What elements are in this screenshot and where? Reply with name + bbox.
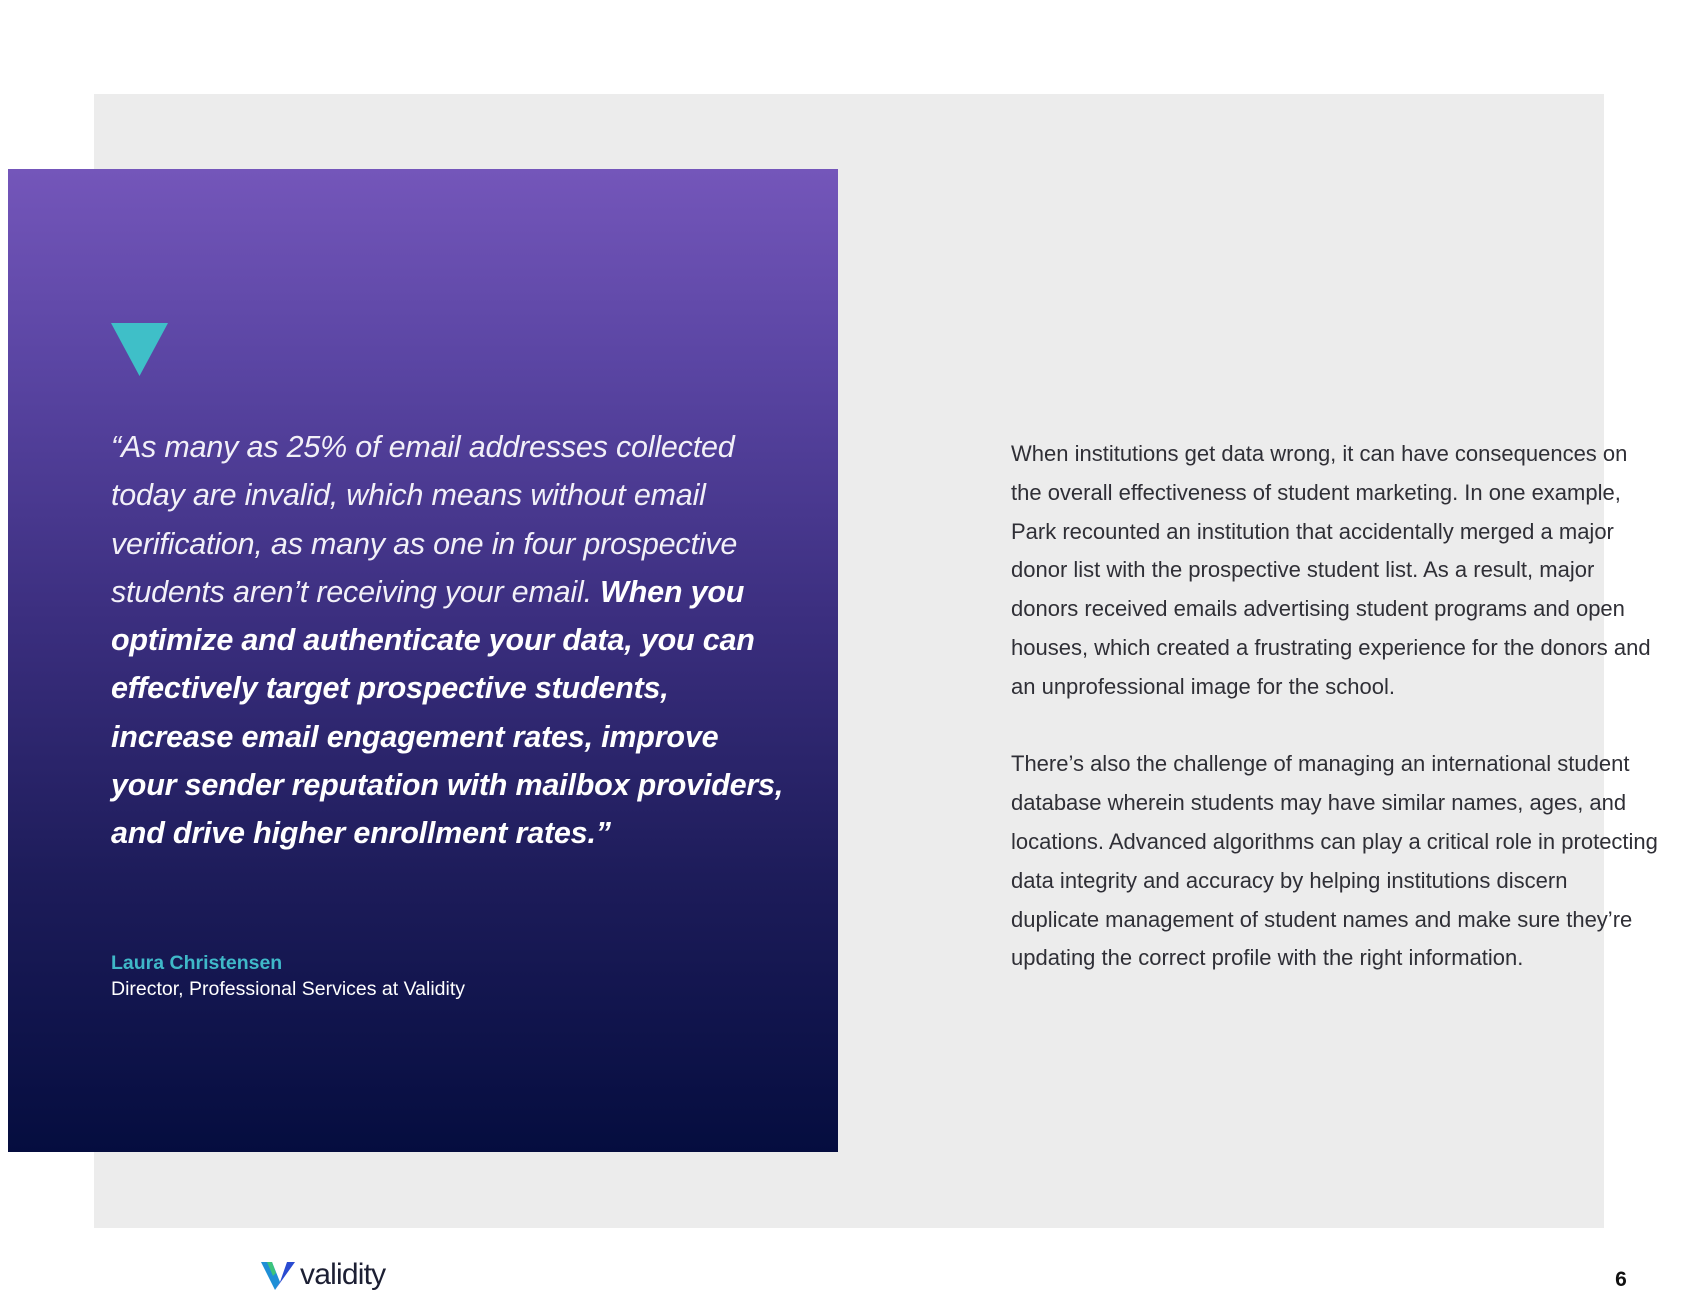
brand-wordmark: validity [300,1258,386,1291]
quote-regular-text: “As many as 25% of email addresses collected today are invalid, which means without email verification, as many as one in four prospective students aren’t receiving your email. [111,430,738,609]
quote-card [8,169,838,1152]
quote-bold-text: When you optimize and authenticate your data, you can effectively target prospective students, increase email engagement rates, improve your sender reputation with mailbox providers, and drive higher enrollment rates.” [111,574,784,851]
triangle-down-icon [111,323,168,376]
pull-quote [111,423,791,858]
validity-logo [261,1258,385,1292]
validity-logo-icon [261,1259,295,1291]
attribution-title: Director, Professional Services at Validity [111,978,466,1000]
attribution-name: Laura Christensen [111,952,283,974]
body-paragraph-2: There’s also the challenge of managing an international student database wherein students may have similar names, ages, and locations. Advanced algorithms can play a critical role in protecting data integrity and accuracy by helping institutions discern duplicate management of student names and make sure they’re updating the correct profile with the right information. [1011,751,1658,971]
page-number: 6 [1615,1268,1627,1291]
body-paragraph-1: When institutions get data wrong, it can have consequences on the overall effectiveness of student marketing. In one example, Park recounted an institution that accidentally merged a major donor list with the prospective student list. As a result, major donors received emails advertising student programs and open houses, which created a frustrating experience for the donors and an unprofessional image for the school. [1011,441,1651,699]
body-text [1011,435,1661,1017]
